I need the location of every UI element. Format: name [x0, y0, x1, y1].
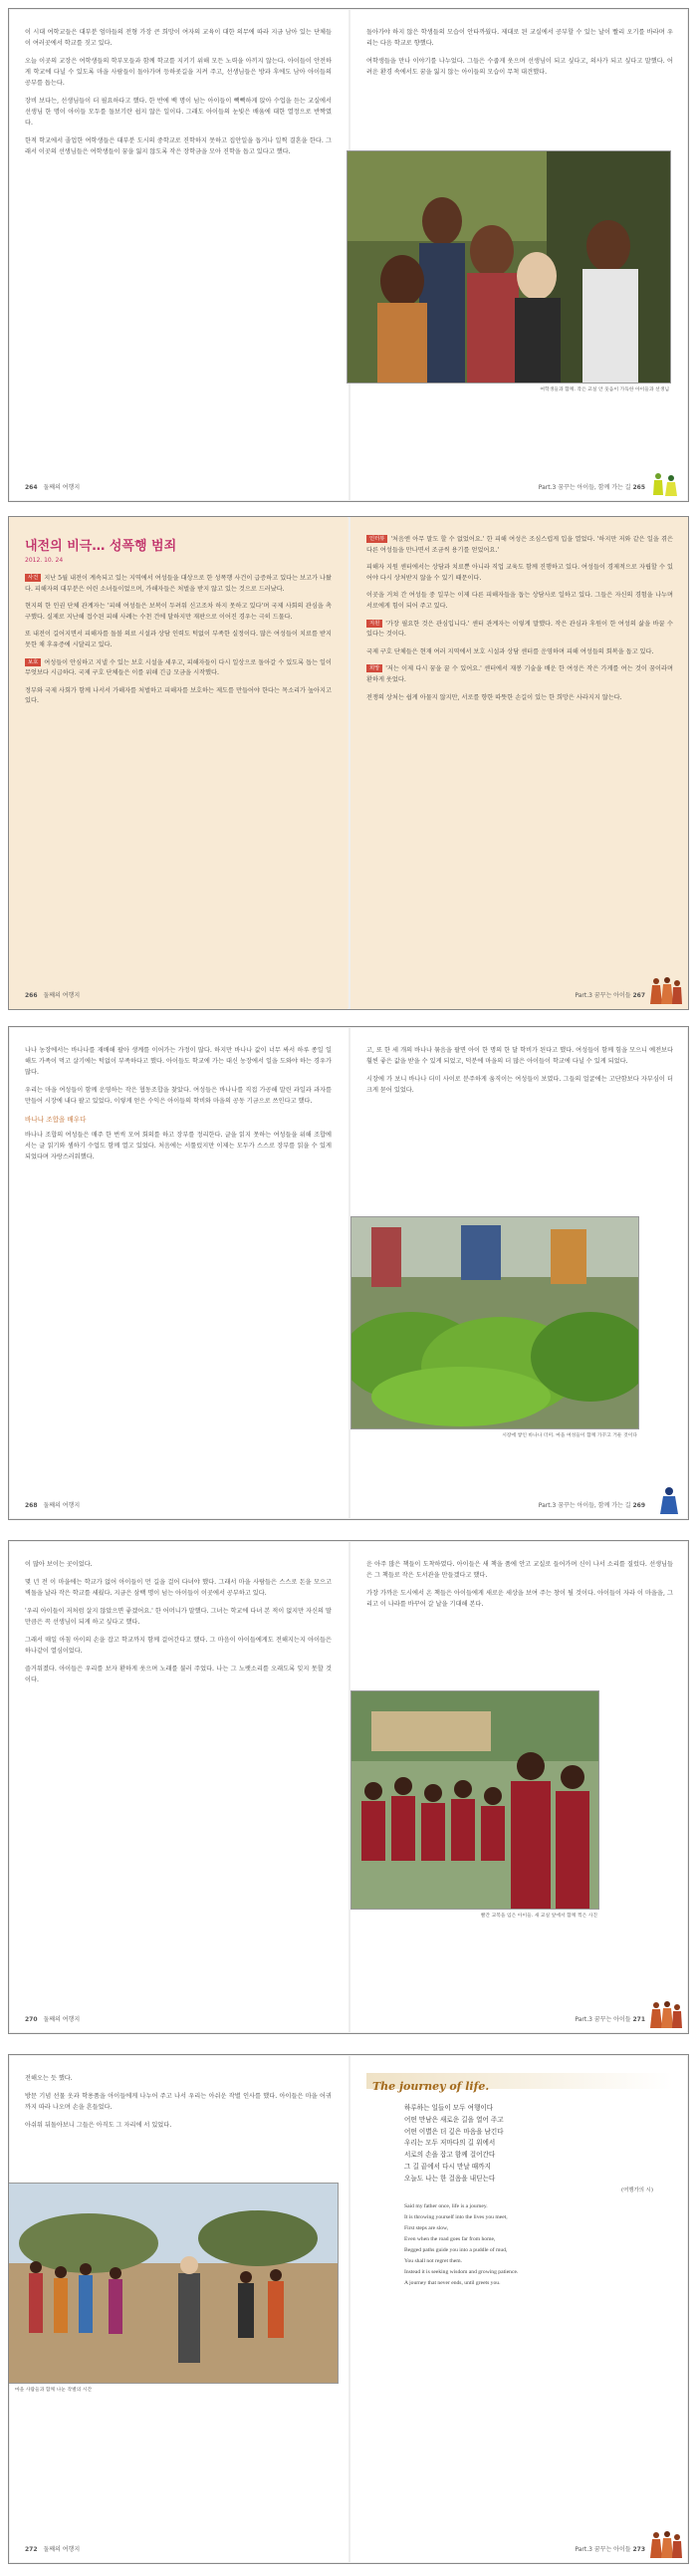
article-block — [366, 647, 673, 658]
poem-line: Even when the road goes far from home, — [404, 2235, 496, 2242]
photo-bananas — [350, 1216, 639, 1429]
poem-line: First steps are slow, — [404, 2224, 449, 2231]
poem-line: 하루하는 일들이 모두 여행이다 — [404, 2104, 494, 2112]
article-block — [366, 620, 673, 641]
folio — [25, 990, 80, 999]
poem-line: You shall not regret them. — [404, 2257, 463, 2264]
paragraph: 돌아가야 하지 않은 학생들의 모습이 안타까웠다. 제대로 된 교실에서 공부할 수 있는 날이 빨리 오기를 바라며 우리는 다음 학교로 향했다. — [366, 29, 673, 47]
page-265 — [350, 9, 689, 501]
paragraph: 고, 또 한 세 개의 바나나 묶음을 팔면 아이 한 명의 한 달 학비가 된다고 했다. 여성들이 함께 힘을 모으니 예전보다 훨씬 좋은 값을 받을 수 있게 되었고, 덕분에 마을의 더 많은 아이들이 학교에 다닐 수 있게 되었다. — [366, 1047, 673, 1065]
journey-title-bar — [366, 2073, 673, 2093]
article-date: 2012. 10. 24 — [25, 557, 64, 564]
paragraph: 이 많아 보이는 곳이었다. — [25, 1561, 93, 1568]
photo-girls — [347, 150, 671, 384]
photo-farewell — [8, 2183, 339, 2384]
poem-line: Instead it is seeking wisdom and growing patience. — [404, 2268, 519, 2275]
article-block — [366, 535, 673, 556]
photo-schoolchildren — [350, 1690, 599, 1910]
folio — [539, 482, 649, 491]
block-tag: 지원 — [366, 620, 382, 628]
block-tag: 인터뷰 — [366, 535, 387, 543]
poem-attribution: (여행가의 시) — [621, 2187, 653, 2193]
running-head: 둘째의 여행지 — [43, 1502, 81, 1509]
page-269 — [350, 1027, 689, 1519]
photo-schoolchildren-image — [351, 1691, 598, 1909]
page-number: 264 — [25, 484, 38, 491]
paragraph: 그래서 매일 아침 아이의 손을 잡고 학교까지 함께 걸어간다고 했다. 그 마음이 아이들에게도 전해지는지 아이들은 하나같이 열심이었다. — [25, 1637, 332, 1655]
page-number: 269 — [632, 1502, 645, 1509]
page-number: 268 — [25, 1502, 38, 1509]
page-number: 272 — [25, 2546, 38, 2553]
photo-girls-image — [348, 151, 670, 383]
block-tag: 보호 — [25, 658, 41, 666]
block-tag: 희망 — [366, 664, 382, 672]
photo-bananas-image — [351, 1217, 638, 1428]
block-text: 또 내전이 길어지면서 피해자를 돌볼 의료 시설과 상담 인력도 턱없이 부족한 실정이다. 많은 여성들이 치료를 받지 못한 채 후유증에 시달리고 있다. — [25, 631, 332, 648]
spread-2 — [8, 516, 689, 1010]
spread-1 — [8, 8, 689, 502]
photo-caption: 여학생들과 함께. 작은 교실 안 웃음이 가득한 아이들과 선생님 — [540, 387, 669, 392]
paragraph: '우리 아이들이 저처럼 살지 않았으면 좋겠어요.' 한 어머니가 말했다. 그녀는 학교에 다녀 본 적이 없지만 자신의 딸만큼은 꼭 선생님이 되게 하고 싶다고 했다. — [25, 1608, 332, 1626]
running-head: Part.3 꿈꾸는 아이들 — [575, 2546, 631, 2553]
folio — [575, 2014, 649, 2023]
paragraph: 여학생들을 만나 이야기를 나누었다. 그들은 수줍게 웃으며 선생님이 되고 싶다고, 의사가 되고 싶다고 말했다. 어려운 환경 속에서도 꿈을 잃지 않는 아이들의 모습이 무척 대견했다. — [366, 58, 673, 76]
page-number: 267 — [632, 992, 645, 999]
article-block — [25, 574, 332, 595]
photo-caption: 시장에 쌓인 바나나 더미. 마을 여성들이 함께 가꾸고 거둔 것이다 — [502, 1433, 637, 1438]
block-text: '처음엔 아무 말도 할 수 없었어요.' 한 피해 여성은 조심스럽게 입을 열었다. '하지만 저와 같은 일을 겪은 다른 여성들을 만나면서 조금씩 용기를 얻었어요.' — [366, 536, 673, 554]
folio — [25, 2014, 80, 2023]
paragraph: 오늘 이곳의 교장은 여학생들의 학부모들과 함께 학교를 지키기 위해 모든 노력을 아끼지 않는다. 아이들이 안전하게 학교에 다닐 수 있도록 마을 사람들이 돌아가며 등하굣길을 지켜 주고, 선생님들은 방과 후에도 남아 아이들의 공부를 돕는다. — [25, 58, 332, 87]
poem-line: Said my father once, life is a journey. — [404, 2202, 488, 2209]
article-block — [366, 664, 673, 685]
block-text: '가장 필요한 것은 관심입니다.' 센터 관계자는 이렇게 말했다. 작은 관심과 후원이 한 여성의 삶을 바꿀 수 있다는 것이다. — [366, 620, 673, 639]
poem-korean — [404, 2103, 673, 2186]
block-text: 전쟁의 상처는 쉽게 아물지 않지만, 서로를 향한 따뜻한 손길이 있는 한 희망은 사라지지 않는다. — [366, 693, 622, 701]
spread-4 — [8, 1540, 689, 2034]
running-head: 둘째의 여행지 — [43, 992, 81, 999]
folio — [25, 1500, 80, 1509]
paragraph: 바나나 조합의 여성들은 매주 한 번씩 모여 회의를 하고 장부를 정리한다. 글을 읽지 못하는 여성들을 위해 조합에서는 글 읽기와 셈하기 수업도 함께 열고 있었다. 처음에는 서툴렀지만 이제는 모두가 스스로 장부를 읽을 수 있게 되었다며 자랑스러워했다. — [25, 1132, 332, 1160]
paragraph: 우리는 마을 여성들이 함께 운영하는 작은 협동조합을 찾았다. 여성들은 바나나를 직접 가공해 말린 과일과 과자를 만들어 시장에 내다 팔고 있었다. 이렇게 얻은 수익은 아이들의 학비와 마을의 공동 기금으로 쓰인다고 했다. — [25, 1087, 332, 1105]
running-head: Part.3 꿈꾸는 아이들, 함께 가는 길 — [538, 484, 631, 491]
paragraph: 아쉬워 뒤돌아보니 그들은 아직도 그 자리에 서 있었다. — [25, 2122, 172, 2129]
page-number: 265 — [632, 484, 645, 491]
running-head: Part.3 꿈꾸는 아이들 — [575, 992, 631, 999]
poem-line: 서로의 손을 잡고 함께 걸어간다 — [404, 2151, 496, 2160]
folio — [575, 2544, 649, 2553]
paragraph: 한적 학교에서 졸업한 여학생들은 대부분 도시의 중학교로 진학하지 못하고 집안일을 돕거나 일찍 결혼을 한다. 그래서 이곳의 선생님들은 여학생들이 꿈을 잃지 않도록 작은 장학금을 모아 진학을 돕고 있다고 했다. — [25, 137, 332, 155]
page-number: 270 — [25, 2016, 38, 2023]
paragraph: 이 시대 여학교들은 대부분 엄마들의 전형 가장 큰 희망이 여자의 교육이 대한 의무에 따라 지금 남아 있는 단체들이 여러곳에서 학교를 짓고 있다. — [25, 29, 332, 47]
article-block — [25, 602, 332, 623]
page-268 — [9, 1027, 348, 1519]
poem-line: 어떤 만남은 새로운 길을 열어 주고 — [404, 2115, 504, 2124]
page-number: 266 — [25, 992, 38, 999]
poem-line: It is throwing yourself into the lives you meet, — [404, 2213, 508, 2220]
running-head: 둘째의 여행지 — [43, 484, 81, 491]
page-270 — [9, 1541, 348, 2033]
paragraph: 가장 가까운 도시에서 온 책들은 아이들에게 새로운 세상을 보여 주는 창이 될 것이다. 아이들이 자라 이 마을을, 그리고 이 나라를 바꾸어 갈 날을 기대해 본다. — [366, 1590, 673, 1608]
folio — [575, 990, 649, 999]
folio — [25, 482, 80, 491]
article-block — [25, 686, 332, 707]
article-block — [366, 591, 673, 612]
women-illustration-icon — [649, 2529, 683, 2559]
page-number: 271 — [632, 2016, 645, 2023]
running-head: 둘째의 여행지 — [43, 2546, 81, 2553]
block-tag: 사건 — [25, 574, 41, 582]
poem-line: 우리는 모두 저마다의 길 위에서 — [404, 2139, 496, 2148]
women-illustration-icon — [649, 975, 683, 1005]
article-block — [366, 563, 673, 584]
women-illustration-icon — [649, 1999, 683, 2029]
poem-line: Begged paths guide you into a puddle of mud, — [404, 2246, 508, 2253]
article-block — [25, 658, 332, 679]
block-text: 여성들이 안심하고 지낼 수 있는 보호 시설을 세우고, 피해자들이 다시 일상으로 돌아갈 수 있도록 돕는 일이 무엇보다 시급하다. 국제 구호 단체들은 이를 위해 긴급 모금을 시작했다. — [25, 658, 332, 677]
article-title: 내전의 비극… 성폭행 범죄 — [25, 539, 177, 554]
photo-farewell-image — [9, 2184, 338, 2383]
section-subheading: 바나나 조합을 배우다 — [25, 1116, 87, 1124]
article-block — [366, 693, 673, 704]
paragraph: 운 아주 많은 책들이 도착하였다. 아이들은 새 책을 품에 안고 교실로 들어가며 신이 나서 소리를 질렀다. 선생님들은 그 책들로 작은 도서관을 만들겠다고 했다. — [366, 1561, 673, 1579]
article-block — [25, 630, 332, 650]
poem-line: 그 길 끝에서 다시 만날 때까지 — [404, 2162, 491, 2171]
poem-english — [404, 2201, 673, 2289]
page-272 — [9, 2055, 348, 2563]
poem-line: 어떤 이별은 더 깊은 마음을 남긴다 — [404, 2127, 504, 2136]
spread-3 — [8, 1026, 689, 1520]
page-273 — [350, 2055, 689, 2563]
page-number: 273 — [632, 2546, 645, 2553]
running-head: Part.3 꿈꾸는 아이들, 함께 가는 길 — [538, 1502, 631, 1509]
page-264 — [9, 9, 348, 501]
photo-caption: 마을 사람들과 함께 나눈 작별의 시간 — [15, 2388, 93, 2393]
folio — [539, 1500, 649, 1509]
page-271 — [350, 1541, 689, 2033]
poem-line: 오늘도 나는 한 걸음을 내딛는다 — [404, 2174, 496, 2183]
block-text: 피해자 지원 센터에서는 상담과 치료뿐 아니라 직업 교육도 함께 진행하고 있다. 여성들이 경제적으로 자립할 수 있어야 다시 상처받지 않을 수 있기 때문이다. — [366, 564, 673, 582]
paragraph: 시장에 가 보니 바나나 더미 사이로 분주하게 움직이는 여성들이 보였다. 그들의 얼굴에는 고단함보다 자부심이 더 크게 묻어 있었다. — [366, 1076, 673, 1094]
paragraph: 몇 년 전 이 마을에는 학교가 없어 아이들이 먼 길을 걸어 다녀야 했다. 그래서 마을 사람들은 스스로 돈을 모으고 벽돌을 날라 작은 학교를 세웠다. 지금은 삼백 명이 넘는 아이들이 이곳에서 공부하고 있다. — [25, 1579, 332, 1597]
running-head: 둘째의 여행지 — [43, 2016, 81, 2023]
journey-title: The journey of life. — [372, 2080, 490, 2093]
page-266 — [9, 517, 348, 1009]
paragraph: 즐거워졌다. 아이들은 우리를 보자 환하게 웃으며 노래를 불러 주었다. 나는 그 노랫소리를 오래도록 잊지 못할 것이다. — [25, 1666, 332, 1683]
block-text: 국제 구호 단체들은 현재 여러 지역에서 보호 시설과 상담 센터를 운영하며 피해 여성들의 회복을 돕고 있다. — [366, 647, 654, 655]
paragraph: 장비 보다는, 선생님들이 더 필요하다고 했다. 한 반에 백 명이 넘는 아이들이 빽빽하게 앉아 수업을 듣는 교실에서 선생님 한 명이 아이들 모두를 돌보기란 쉽지 않은 일이다. 그래도 아이들의 눈빛은 배움에 대한 열정으로 반짝였다. — [25, 98, 332, 127]
spread-5 — [8, 2054, 689, 2564]
photo-caption: 빨간 교복을 입은 아이들. 새 교실 앞에서 함께 찍은 사진 — [480, 1914, 597, 1919]
folio — [25, 2544, 80, 2553]
block-text: 정부와 국제 사회가 함께 나서서 가해자를 처벌하고 피해자를 보호하는 제도를 만들어야 한다는 목소리가 높아지고 있다. — [25, 686, 332, 705]
page-267 — [350, 517, 689, 1009]
block-text: 지난 5월 내전이 계속되고 있는 지역에서 여성들을 대상으로 한 성폭행 사건이 급증하고 있다는 보고가 나왔다. 피해자의 대부분은 어린 소녀들이었으며, 가해자들은 처벌을 받지 않고 있는 것으로 드러났다. — [25, 575, 332, 593]
paragraph: 방문 기념 선물 옷과 학용품을 아이들에게 나누어 주고 나서 우리는 아쉬운 작별 인사를 했다. 아이들은 마을 어귀까지 따라 나오며 손을 흔들었다. — [25, 2093, 332, 2111]
paragraph: 전해오는 듯 했다. — [25, 2075, 73, 2082]
block-text: 이곳을 거쳐 간 여성들 중 일부는 이제 다른 피해자들을 돕는 상담사로 일하고 있다. 그들은 자신의 경험을 나누며 서로에게 힘이 되어 주고 있다. — [366, 592, 673, 610]
people-illustration-icon — [651, 471, 681, 497]
block-text: '저는 이제 다시 꿈을 꿀 수 있어요.' 센터에서 재봉 기술을 배운 한 여성은 작은 가게를 여는 것이 꿈이라며 환하게 웃었다. — [366, 665, 673, 683]
woman-illustration-icon — [657, 1485, 681, 1515]
running-head: Part.3 꿈꾸는 아이들 — [575, 2016, 631, 2023]
paragraph: 나나 농장에서는 바나나를 재배해 팔아 생계를 이어가는 가정이 많다. 하지만 바나나 값이 너무 싸서 하루 종일 일해도 가족이 먹고 살기에는 턱없이 부족하다고 했다. 아이들도 학교에 가는 대신 농장에서 일을 도와야 하는 경우가 많다. — [25, 1047, 332, 1076]
block-text: 현지의 한 인권 단체 관계자는 '피해 여성들은 보복이 두려워 신고조차 하지 못하고 있다'며 국제 사회의 관심을 촉구했다. 실제로 지난해 접수된 피해 사례는 수천 건에 달하지만 재판으로 이어진 경우는 극히 드물다. — [25, 603, 332, 621]
poem-line: A journey that never ends, until greets you. — [404, 2279, 501, 2286]
